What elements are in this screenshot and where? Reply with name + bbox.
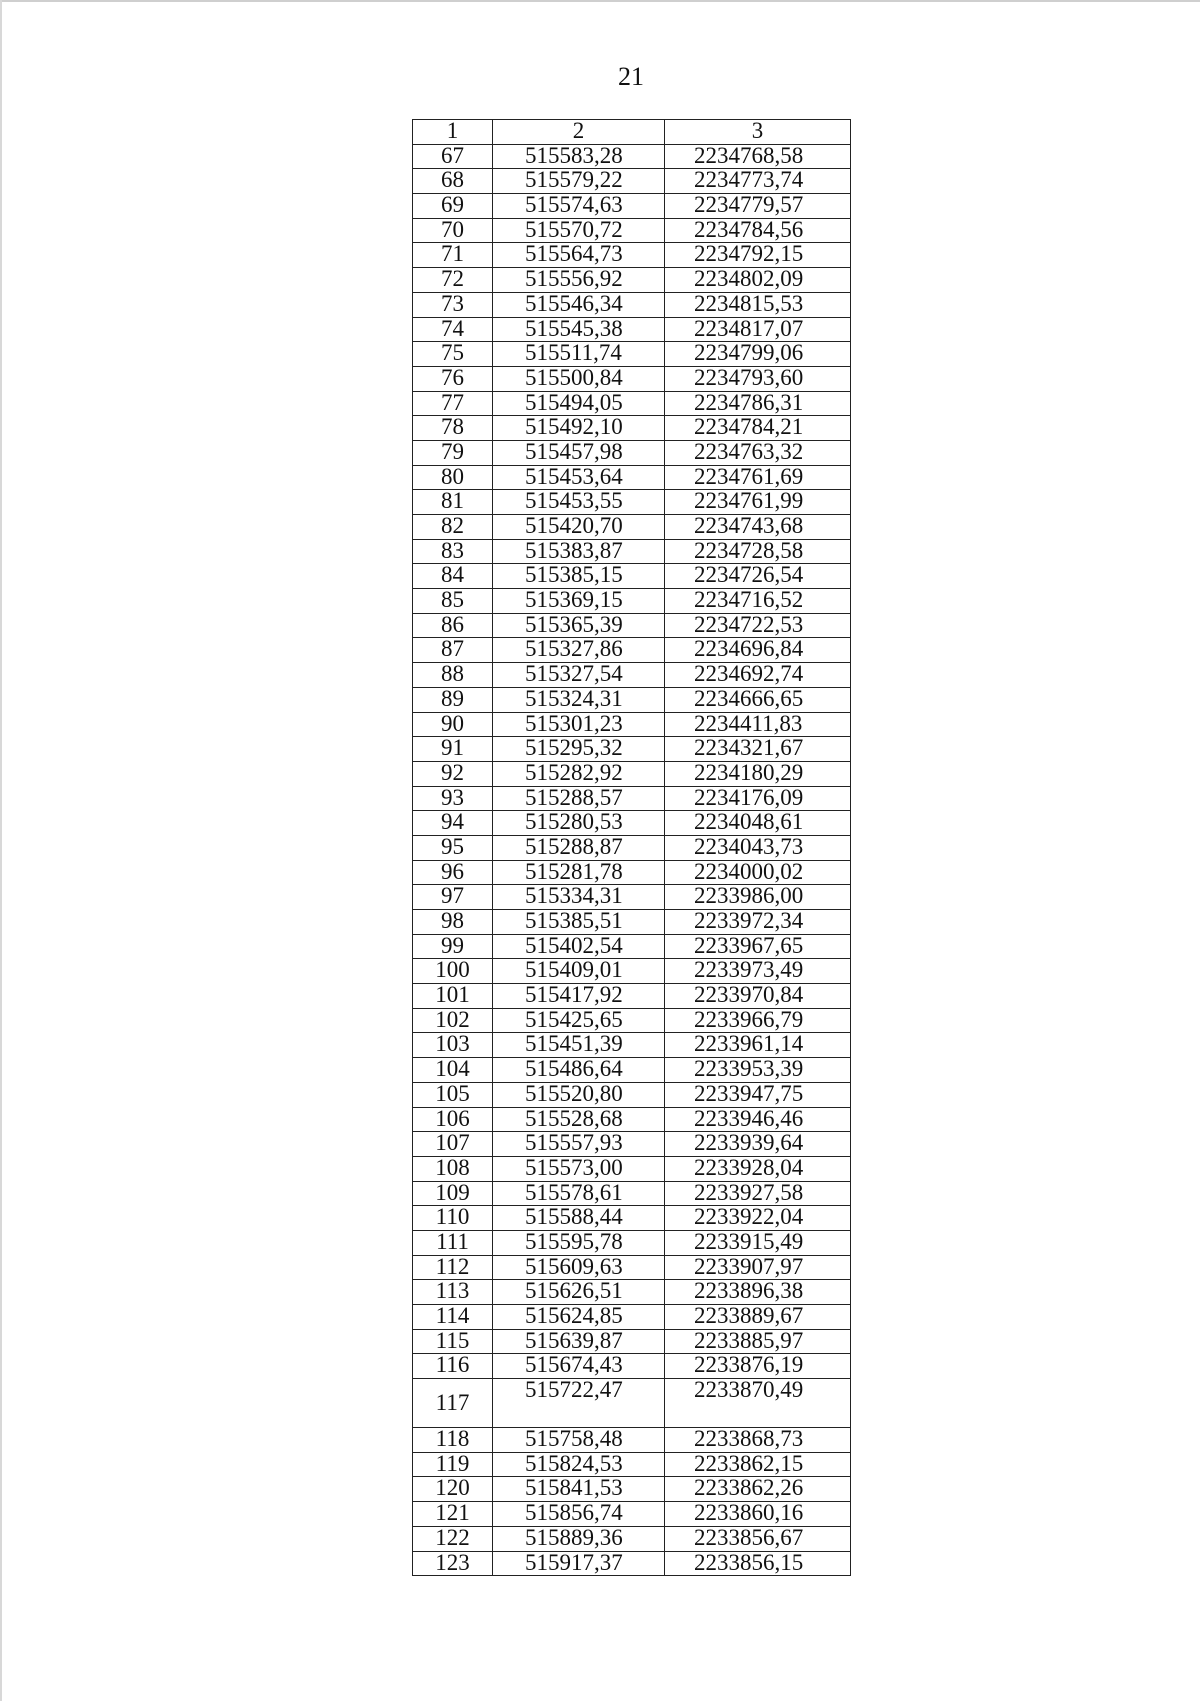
y-coordinate-cell: 2234802,09 bbox=[665, 268, 851, 293]
x-coordinate-cell: 515451,39 bbox=[493, 1033, 665, 1058]
table-row bbox=[413, 811, 851, 836]
y-coordinate-cell: 2233876,19 bbox=[665, 1354, 851, 1379]
table-row bbox=[413, 1206, 851, 1231]
table-row bbox=[413, 885, 851, 910]
y-coordinate-cell: 2234728,58 bbox=[665, 539, 851, 564]
table-row bbox=[413, 268, 851, 293]
point-number-cell: 104 bbox=[413, 1058, 493, 1083]
y-coordinate-cell: 2233973,49 bbox=[665, 959, 851, 984]
x-coordinate-cell: 515369,15 bbox=[493, 589, 665, 614]
table-row bbox=[413, 613, 851, 638]
point-number-cell: 115 bbox=[413, 1329, 493, 1354]
y-coordinate-cell: 2234692,74 bbox=[665, 663, 851, 688]
table-row bbox=[413, 1058, 851, 1083]
point-number-cell: 91 bbox=[413, 737, 493, 762]
x-coordinate-cell: 515574,63 bbox=[493, 194, 665, 219]
x-coordinate-cell: 515579,22 bbox=[493, 169, 665, 194]
y-coordinate-cell: 2234666,65 bbox=[665, 687, 851, 712]
y-coordinate-cell: 2233915,49 bbox=[665, 1230, 851, 1255]
x-coordinate-cell: 515327,86 bbox=[493, 638, 665, 663]
y-coordinate-cell: 2233907,97 bbox=[665, 1255, 851, 1280]
table-body bbox=[413, 144, 851, 1576]
header-col-3: 3 bbox=[665, 120, 851, 145]
point-number-cell: 112 bbox=[413, 1255, 493, 1280]
x-coordinate-cell: 515327,54 bbox=[493, 663, 665, 688]
y-coordinate-cell: 2234043,73 bbox=[665, 835, 851, 860]
table-row bbox=[413, 366, 851, 391]
x-coordinate-cell: 515557,93 bbox=[493, 1132, 665, 1157]
x-coordinate-cell: 515383,87 bbox=[493, 539, 665, 564]
table-row bbox=[413, 440, 851, 465]
table-row bbox=[413, 292, 851, 317]
table-row bbox=[413, 218, 851, 243]
table-row bbox=[413, 1107, 851, 1132]
table-row bbox=[413, 860, 851, 885]
x-coordinate-cell: 515281,78 bbox=[493, 860, 665, 885]
x-coordinate-cell: 515546,34 bbox=[493, 292, 665, 317]
table-row bbox=[413, 835, 851, 860]
table-row bbox=[413, 1082, 851, 1107]
x-coordinate-cell: 515280,53 bbox=[493, 811, 665, 836]
x-coordinate-cell: 515624,85 bbox=[493, 1305, 665, 1330]
table-row bbox=[413, 737, 851, 762]
point-number-cell: 89 bbox=[413, 687, 493, 712]
table-row bbox=[413, 1033, 851, 1058]
y-coordinate-cell: 2233862,15 bbox=[665, 1452, 851, 1477]
point-number-cell: 122 bbox=[413, 1526, 493, 1551]
x-coordinate-cell: 515511,74 bbox=[493, 342, 665, 367]
x-coordinate-cell: 515564,73 bbox=[493, 243, 665, 268]
y-coordinate-cell: 2234411,83 bbox=[665, 712, 851, 737]
point-number-cell: 74 bbox=[413, 317, 493, 342]
point-number-cell: 68 bbox=[413, 169, 493, 194]
x-coordinate-cell: 515453,55 bbox=[493, 490, 665, 515]
table-row bbox=[413, 416, 851, 441]
x-coordinate-cell: 515453,64 bbox=[493, 465, 665, 490]
table-row bbox=[413, 391, 851, 416]
page-number: 21 bbox=[618, 62, 644, 91]
y-coordinate-cell: 2233967,65 bbox=[665, 934, 851, 959]
point-number-cell: 75 bbox=[413, 342, 493, 367]
table-row bbox=[413, 984, 851, 1009]
point-number-cell: 123 bbox=[413, 1551, 493, 1576]
point-number-cell: 77 bbox=[413, 391, 493, 416]
x-coordinate-cell: 515486,64 bbox=[493, 1058, 665, 1083]
table-row bbox=[413, 1502, 851, 1527]
y-coordinate-cell: 2234784,56 bbox=[665, 218, 851, 243]
x-coordinate-cell: 515301,23 bbox=[493, 712, 665, 737]
point-number-cell: 96 bbox=[413, 860, 493, 885]
point-number-cell: 119 bbox=[413, 1452, 493, 1477]
point-number-cell: 90 bbox=[413, 712, 493, 737]
y-coordinate-cell: 2233870,49 bbox=[665, 1379, 851, 1428]
x-coordinate-cell: 515288,57 bbox=[493, 786, 665, 811]
point-number-cell: 72 bbox=[413, 268, 493, 293]
x-coordinate-cell: 515609,63 bbox=[493, 1255, 665, 1280]
y-coordinate-cell: 2234761,69 bbox=[665, 465, 851, 490]
x-coordinate-cell: 515334,31 bbox=[493, 885, 665, 910]
table-row bbox=[413, 1156, 851, 1181]
table-row bbox=[413, 1354, 851, 1379]
x-coordinate-cell: 515573,00 bbox=[493, 1156, 665, 1181]
point-number-cell: 97 bbox=[413, 885, 493, 910]
x-coordinate-cell: 515889,36 bbox=[493, 1526, 665, 1551]
x-coordinate-cell: 515494,05 bbox=[493, 391, 665, 416]
point-number-cell: 101 bbox=[413, 984, 493, 1009]
y-coordinate-cell: 2234743,68 bbox=[665, 515, 851, 540]
x-coordinate-cell: 515282,92 bbox=[493, 761, 665, 786]
y-coordinate-cell: 2234799,06 bbox=[665, 342, 851, 367]
table-row bbox=[413, 1526, 851, 1551]
y-coordinate-cell: 2233986,00 bbox=[665, 885, 851, 910]
x-coordinate-cell: 515365,39 bbox=[493, 613, 665, 638]
x-coordinate-cell: 515588,44 bbox=[493, 1206, 665, 1231]
y-coordinate-cell: 2233896,38 bbox=[665, 1280, 851, 1305]
y-coordinate-cell: 2234726,54 bbox=[665, 564, 851, 589]
y-coordinate-cell: 2234793,60 bbox=[665, 366, 851, 391]
y-coordinate-cell: 2233927,58 bbox=[665, 1181, 851, 1206]
table-row bbox=[413, 465, 851, 490]
x-coordinate-cell: 515722,47 bbox=[493, 1379, 665, 1428]
table-row bbox=[413, 169, 851, 194]
x-coordinate-cell: 515570,72 bbox=[493, 218, 665, 243]
point-number-cell: 94 bbox=[413, 811, 493, 836]
table-row bbox=[413, 1551, 851, 1576]
x-coordinate-cell: 515556,92 bbox=[493, 268, 665, 293]
y-coordinate-cell: 2234176,09 bbox=[665, 786, 851, 811]
table-row bbox=[413, 243, 851, 268]
x-coordinate-cell: 515425,65 bbox=[493, 1008, 665, 1033]
y-coordinate-cell: 2234048,61 bbox=[665, 811, 851, 836]
table-row bbox=[413, 761, 851, 786]
x-coordinate-cell: 515528,68 bbox=[493, 1107, 665, 1132]
point-number-cell: 83 bbox=[413, 539, 493, 564]
x-coordinate-cell: 515385,51 bbox=[493, 910, 665, 935]
y-coordinate-cell: 2233953,39 bbox=[665, 1058, 851, 1083]
y-coordinate-cell: 2233885,97 bbox=[665, 1329, 851, 1354]
y-coordinate-cell: 2233868,73 bbox=[665, 1428, 851, 1453]
table-row bbox=[413, 934, 851, 959]
y-coordinate-cell: 2234722,53 bbox=[665, 613, 851, 638]
table-row bbox=[413, 589, 851, 614]
y-coordinate-cell: 2233856,15 bbox=[665, 1551, 851, 1576]
point-number-cell: 121 bbox=[413, 1502, 493, 1527]
y-coordinate-cell: 2234817,07 bbox=[665, 317, 851, 342]
x-coordinate-cell: 515420,70 bbox=[493, 515, 665, 540]
x-coordinate-cell: 515409,01 bbox=[493, 959, 665, 984]
y-coordinate-cell: 2233928,04 bbox=[665, 1156, 851, 1181]
y-coordinate-cell: 2234784,21 bbox=[665, 416, 851, 441]
table-row bbox=[413, 144, 851, 169]
x-coordinate-cell: 515520,80 bbox=[493, 1082, 665, 1107]
point-number-cell: 86 bbox=[413, 613, 493, 638]
point-number-cell: 116 bbox=[413, 1354, 493, 1379]
point-number-cell: 87 bbox=[413, 638, 493, 663]
y-coordinate-cell: 2233972,34 bbox=[665, 910, 851, 935]
point-number-cell: 80 bbox=[413, 465, 493, 490]
x-coordinate-cell: 515324,31 bbox=[493, 687, 665, 712]
table-row bbox=[413, 1379, 851, 1428]
x-coordinate-cell: 515824,53 bbox=[493, 1452, 665, 1477]
coordinates-table bbox=[412, 119, 851, 1576]
point-number-cell: 107 bbox=[413, 1132, 493, 1157]
x-coordinate-cell: 515385,15 bbox=[493, 564, 665, 589]
table-row bbox=[413, 1452, 851, 1477]
table-row bbox=[413, 194, 851, 219]
table-row bbox=[413, 1428, 851, 1453]
y-coordinate-cell: 2233862,26 bbox=[665, 1477, 851, 1502]
y-coordinate-cell: 2234763,32 bbox=[665, 440, 851, 465]
table-row bbox=[413, 317, 851, 342]
y-coordinate-cell: 2234815,53 bbox=[665, 292, 851, 317]
point-number-cell: 78 bbox=[413, 416, 493, 441]
x-coordinate-cell: 515674,43 bbox=[493, 1354, 665, 1379]
x-coordinate-cell: 515295,32 bbox=[493, 737, 665, 762]
point-number-cell: 79 bbox=[413, 440, 493, 465]
x-coordinate-cell: 515457,98 bbox=[493, 440, 665, 465]
point-number-cell: 71 bbox=[413, 243, 493, 268]
point-number-cell: 93 bbox=[413, 786, 493, 811]
y-coordinate-cell: 2234779,57 bbox=[665, 194, 851, 219]
table-row bbox=[413, 490, 851, 515]
point-number-cell: 106 bbox=[413, 1107, 493, 1132]
x-coordinate-cell: 515917,37 bbox=[493, 1551, 665, 1576]
point-number-cell: 113 bbox=[413, 1280, 493, 1305]
y-coordinate-cell: 2233860,16 bbox=[665, 1502, 851, 1527]
point-number-cell: 99 bbox=[413, 934, 493, 959]
table-row bbox=[413, 663, 851, 688]
point-number-cell: 117 bbox=[413, 1379, 493, 1428]
point-number-cell: 120 bbox=[413, 1477, 493, 1502]
header-col-1: 1 bbox=[413, 120, 493, 145]
y-coordinate-cell: 2234000,02 bbox=[665, 860, 851, 885]
table-row bbox=[413, 712, 851, 737]
table-row bbox=[413, 515, 851, 540]
point-number-cell: 92 bbox=[413, 761, 493, 786]
table-row bbox=[413, 1181, 851, 1206]
point-number-cell: 109 bbox=[413, 1181, 493, 1206]
scan-edge-top bbox=[0, 0, 1200, 2]
table-row bbox=[413, 342, 851, 367]
y-coordinate-cell: 2234321,67 bbox=[665, 737, 851, 762]
x-coordinate-cell: 515639,87 bbox=[493, 1329, 665, 1354]
point-number-cell: 73 bbox=[413, 292, 493, 317]
x-coordinate-cell: 515545,38 bbox=[493, 317, 665, 342]
x-coordinate-cell: 515417,92 bbox=[493, 984, 665, 1009]
y-coordinate-cell: 2233946,46 bbox=[665, 1107, 851, 1132]
table-row bbox=[413, 1477, 851, 1502]
point-number-cell: 67 bbox=[413, 144, 493, 169]
table-row bbox=[413, 910, 851, 935]
table-row bbox=[413, 1230, 851, 1255]
point-number-cell: 118 bbox=[413, 1428, 493, 1453]
table-row bbox=[413, 1305, 851, 1330]
table-row bbox=[413, 1329, 851, 1354]
x-coordinate-cell: 515288,87 bbox=[493, 835, 665, 860]
y-coordinate-cell: 2234180,29 bbox=[665, 761, 851, 786]
y-coordinate-cell: 2234696,84 bbox=[665, 638, 851, 663]
x-coordinate-cell: 515583,28 bbox=[493, 144, 665, 169]
table-row bbox=[413, 687, 851, 712]
y-coordinate-cell: 2234716,52 bbox=[665, 589, 851, 614]
point-number-cell: 103 bbox=[413, 1033, 493, 1058]
point-number-cell: 100 bbox=[413, 959, 493, 984]
x-coordinate-cell: 515578,61 bbox=[493, 1181, 665, 1206]
y-coordinate-cell: 2233889,67 bbox=[665, 1305, 851, 1330]
x-coordinate-cell: 515626,51 bbox=[493, 1280, 665, 1305]
y-coordinate-cell: 2233856,67 bbox=[665, 1526, 851, 1551]
point-number-cell: 76 bbox=[413, 366, 493, 391]
y-coordinate-cell: 2234773,74 bbox=[665, 169, 851, 194]
point-number-cell: 102 bbox=[413, 1008, 493, 1033]
point-number-cell: 88 bbox=[413, 663, 493, 688]
y-coordinate-cell: 2234761,99 bbox=[665, 490, 851, 515]
table-row bbox=[413, 1280, 851, 1305]
x-coordinate-cell: 515492,10 bbox=[493, 416, 665, 441]
table-row bbox=[413, 564, 851, 589]
point-number-cell: 110 bbox=[413, 1206, 493, 1231]
x-coordinate-cell: 515856,74 bbox=[493, 1502, 665, 1527]
point-number-cell: 85 bbox=[413, 589, 493, 614]
table-row bbox=[413, 1008, 851, 1033]
y-coordinate-cell: 2233947,75 bbox=[665, 1082, 851, 1107]
y-coordinate-cell: 2233939,64 bbox=[665, 1132, 851, 1157]
y-coordinate-cell: 2233922,04 bbox=[665, 1206, 851, 1231]
y-coordinate-cell: 2234792,15 bbox=[665, 243, 851, 268]
x-coordinate-cell: 515758,48 bbox=[493, 1428, 665, 1453]
point-number-cell: 84 bbox=[413, 564, 493, 589]
table-row bbox=[413, 1132, 851, 1157]
table-row bbox=[413, 959, 851, 984]
x-coordinate-cell: 515595,78 bbox=[493, 1230, 665, 1255]
y-coordinate-cell: 2233970,84 bbox=[665, 984, 851, 1009]
point-number-cell: 111 bbox=[413, 1230, 493, 1255]
table-row bbox=[413, 1255, 851, 1280]
header-col-2: 2 bbox=[493, 120, 665, 145]
point-number-cell: 98 bbox=[413, 910, 493, 935]
x-coordinate-cell: 515500,84 bbox=[493, 366, 665, 391]
scan-edge-left bbox=[0, 0, 2, 1701]
table-header-row bbox=[413, 120, 851, 145]
point-number-cell: 69 bbox=[413, 194, 493, 219]
x-coordinate-cell: 515841,53 bbox=[493, 1477, 665, 1502]
point-number-cell: 82 bbox=[413, 515, 493, 540]
x-coordinate-cell: 515402,54 bbox=[493, 934, 665, 959]
table-row bbox=[413, 638, 851, 663]
y-coordinate-cell: 2234786,31 bbox=[665, 391, 851, 416]
table-row bbox=[413, 539, 851, 564]
point-number-cell: 70 bbox=[413, 218, 493, 243]
point-number-cell: 108 bbox=[413, 1156, 493, 1181]
table-row bbox=[413, 786, 851, 811]
point-number-cell: 95 bbox=[413, 835, 493, 860]
point-number-cell: 105 bbox=[413, 1082, 493, 1107]
y-coordinate-cell: 2233966,79 bbox=[665, 1008, 851, 1033]
point-number-cell: 114 bbox=[413, 1305, 493, 1330]
y-coordinate-cell: 2234768,58 bbox=[665, 144, 851, 169]
point-number-cell: 81 bbox=[413, 490, 493, 515]
y-coordinate-cell: 2233961,14 bbox=[665, 1033, 851, 1058]
